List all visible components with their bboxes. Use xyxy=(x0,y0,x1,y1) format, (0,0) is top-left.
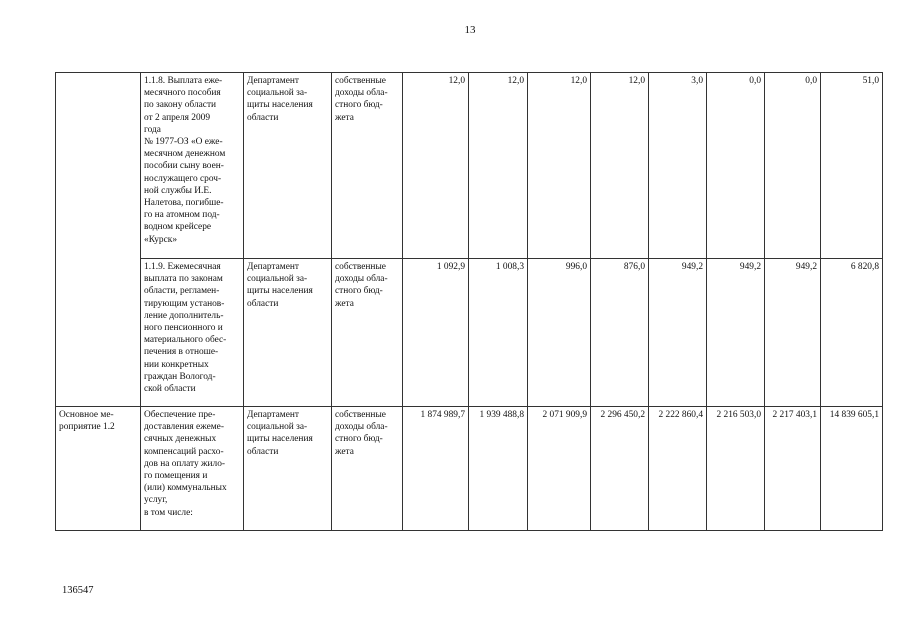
amount-cell: 949,2 xyxy=(707,259,765,407)
page-number: 13 xyxy=(464,24,476,36)
amount-cell: 2 071 909,9 xyxy=(528,407,591,531)
amount-cell: 12,0 xyxy=(528,73,591,259)
main-activity-label: Основное ме- роприятие 1.2 xyxy=(56,407,141,531)
amount-cell: 2 222 860,4 xyxy=(649,407,707,531)
table-row xyxy=(56,73,883,259)
amount-cell: 996,0 xyxy=(528,259,591,407)
measure-description: 1.1.8. Выплата еже- месячного пособия по закону области от 2 апреля 2009 года № 1977-ОЗ «О еже- месячном денежном пособии сыну воен- нослужащего сроч- ной службы И.Е. Налетова, погибше- го на атомном под- водном крейсере «Курск» xyxy=(141,73,244,259)
table-row xyxy=(56,407,883,531)
responsible-department: Департамент социальной за- щиты населения области xyxy=(244,73,332,259)
amount-cell: 12,0 xyxy=(403,73,469,259)
amount-cell: 1 939 488,8 xyxy=(469,407,528,531)
measure-description: Обеспечение пре- доставления ежеме- сячных денежных компенсаций расхо- дов на оплату жило- го помещения и (или) коммунальных услуг, в том числе: xyxy=(141,407,244,531)
amount-cell: 1 874 989,7 xyxy=(403,407,469,531)
measure-description: 1.1.9. Ежемесячная выплата по законам области, регламен- тирующим установ- ление дополнитель- ного пенсионного и материального обес- печения в отноше- нии конкретных граждан Вологод- ской области xyxy=(141,259,244,407)
amount-cell: 876,0 xyxy=(591,259,649,407)
amount-cell: 949,2 xyxy=(649,259,707,407)
funding-source: собственные доходы обла- стного бюд- жета xyxy=(332,73,403,259)
budget-table xyxy=(55,72,883,531)
total-cell: 51,0 xyxy=(821,73,883,259)
amount-cell: 2 296 450,2 xyxy=(591,407,649,531)
amount-cell: 12,0 xyxy=(469,73,528,259)
responsible-department: Департамент социальной за- щиты населения области xyxy=(244,259,332,407)
funding-source: собственные доходы обла- стного бюд- жета xyxy=(332,259,403,407)
table-row xyxy=(56,259,883,407)
document-id: 136547 xyxy=(62,585,94,596)
responsible-department: Департамент социальной за- щиты населения области xyxy=(244,407,332,531)
amount-cell: 2 217 403,1 xyxy=(765,407,821,531)
amount-cell: 0,0 xyxy=(765,73,821,259)
amount-cell: 12,0 xyxy=(591,73,649,259)
amount-cell: 0,0 xyxy=(707,73,765,259)
group-cell xyxy=(56,73,141,407)
amount-cell: 949,2 xyxy=(765,259,821,407)
funding-source: собственные доходы обла- стного бюд- жета xyxy=(332,407,403,531)
amount-cell: 3,0 xyxy=(649,73,707,259)
amount-cell: 2 216 503,0 xyxy=(707,407,765,531)
amount-cell: 1 092,9 xyxy=(403,259,469,407)
total-cell: 14 839 605,1 xyxy=(821,407,883,531)
amount-cell: 1 008,3 xyxy=(469,259,528,407)
total-cell: 6 820,8 xyxy=(821,259,883,407)
